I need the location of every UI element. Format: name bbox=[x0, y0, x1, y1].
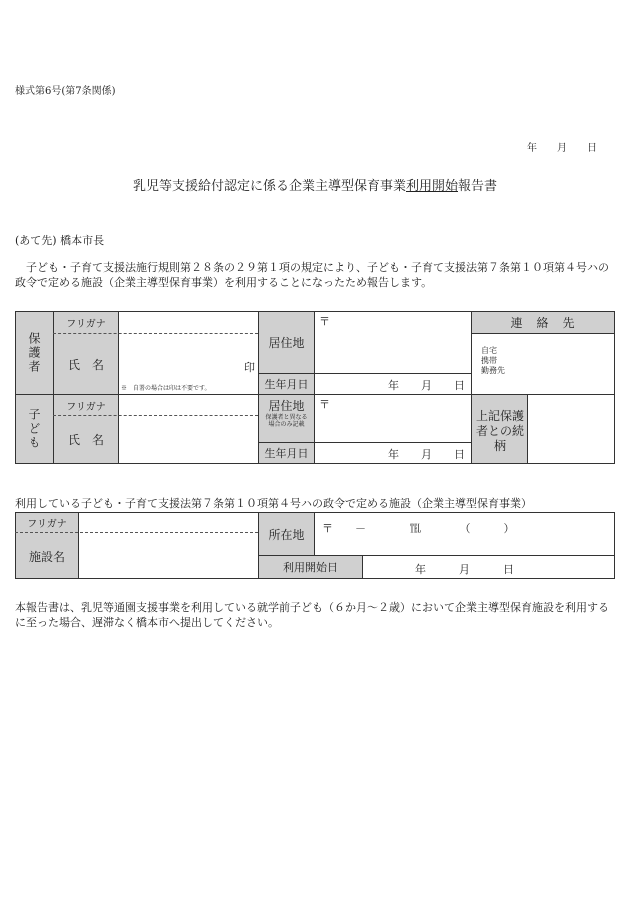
child-residence-label: 居住地 bbox=[268, 399, 305, 413]
child-residence-label-group bbox=[259, 397, 314, 428]
child-residence-note: 保護者と異なる場合のみ記載 bbox=[265, 414, 308, 428]
relationship-label: 上記保護者との続柄 bbox=[476, 408, 525, 453]
guardian-furigana-field[interactable] bbox=[119, 312, 258, 333]
title-suffix: 報告書 bbox=[458, 179, 498, 194]
seal-note: ※ 自署の場合は印は不要です。 bbox=[121, 385, 211, 392]
facility-furigana-label: フリガナ bbox=[27, 519, 67, 530]
facility-name-field[interactable] bbox=[79, 534, 258, 578]
contact-work-label: 勤務先 bbox=[481, 366, 505, 375]
guardian-furigana-label: フリガナ bbox=[66, 319, 106, 330]
child-birthdate-label: 生年月日 bbox=[264, 447, 309, 460]
child-birthdate-value[interactable]: 年 月 日 bbox=[388, 448, 465, 461]
contact-home-label: 自宅 bbox=[481, 346, 497, 355]
facility-location-value[interactable]: 〒 － ℡ （ ） bbox=[322, 522, 515, 535]
start-date-value[interactable]: 年 月 日 bbox=[415, 563, 514, 576]
footer-note: 本報告書は、乳児等通園支援事業を利用している就学前子ども（６か月～２歳）において企業主導型保育施設を利用するに至った場合、遅滞なく橋本市へ提出してください。 bbox=[15, 601, 609, 629]
page-title bbox=[0, 175, 630, 194]
contact-mobile-label: 携帯 bbox=[481, 356, 497, 365]
guardian-postal-mark: 〒 bbox=[319, 315, 330, 328]
child-postal-mark: 〒 bbox=[319, 398, 330, 411]
child-furigana-label: フリガナ bbox=[66, 401, 106, 413]
guardian-residence-field[interactable] bbox=[315, 312, 471, 373]
child-furigana-field[interactable] bbox=[119, 395, 258, 415]
contact-header: 連 絡 先 bbox=[510, 316, 576, 330]
guardian-name-field[interactable] bbox=[119, 334, 258, 382]
facility-location-label: 所在地 bbox=[268, 527, 305, 542]
child-residence-field[interactable] bbox=[315, 395, 471, 442]
seal-mark: 印 bbox=[244, 361, 255, 374]
guardian-birthdate-label: 生年月日 bbox=[264, 378, 309, 391]
facility-furigana-field[interactable] bbox=[79, 513, 258, 532]
guardian-birthdate-value[interactable]: 年 月 日 bbox=[388, 379, 465, 392]
child-name-field[interactable] bbox=[119, 416, 258, 463]
intro-paragraph: 子ども・子育て支援法施行規則第２８条の２９第１項の規定により、子ども・子育て支援法第７条第１０項第４号ハの政令で定める施設（企業主導型保育事業）を利用することになったため報告します。 bbox=[15, 261, 609, 289]
child-name-label: 氏 名 bbox=[67, 433, 104, 447]
relationship-field[interactable] bbox=[528, 395, 614, 463]
applicant-table bbox=[15, 311, 615, 464]
title-prefix: 乳児等支援給付認定に係る企業主導型保育事業 bbox=[132, 179, 406, 194]
facility-name-label: 施設名 bbox=[28, 549, 65, 564]
guardian-name-label: 氏 名 bbox=[67, 357, 104, 372]
title-underlined: 利用開始 bbox=[405, 179, 458, 194]
date-line: 年 月 日 bbox=[527, 143, 597, 154]
facility-section-heading: 利用している子ども・子育て支援法第７条第１０項第４号ハの政令で定める施設（企業主導型保育事業） bbox=[15, 497, 532, 510]
start-date-label: 利用開始日 bbox=[283, 561, 338, 574]
addressee: (あて先) 橋本市長 bbox=[15, 234, 105, 247]
form-number: 様式第6号(第7条関係) bbox=[15, 86, 116, 97]
guardian-label: 保護者 bbox=[27, 332, 41, 374]
child-label: 子ども bbox=[27, 408, 41, 450]
facility-table bbox=[15, 512, 615, 579]
contact-list bbox=[481, 346, 505, 376]
guardian-residence-label: 居住地 bbox=[268, 336, 305, 350]
